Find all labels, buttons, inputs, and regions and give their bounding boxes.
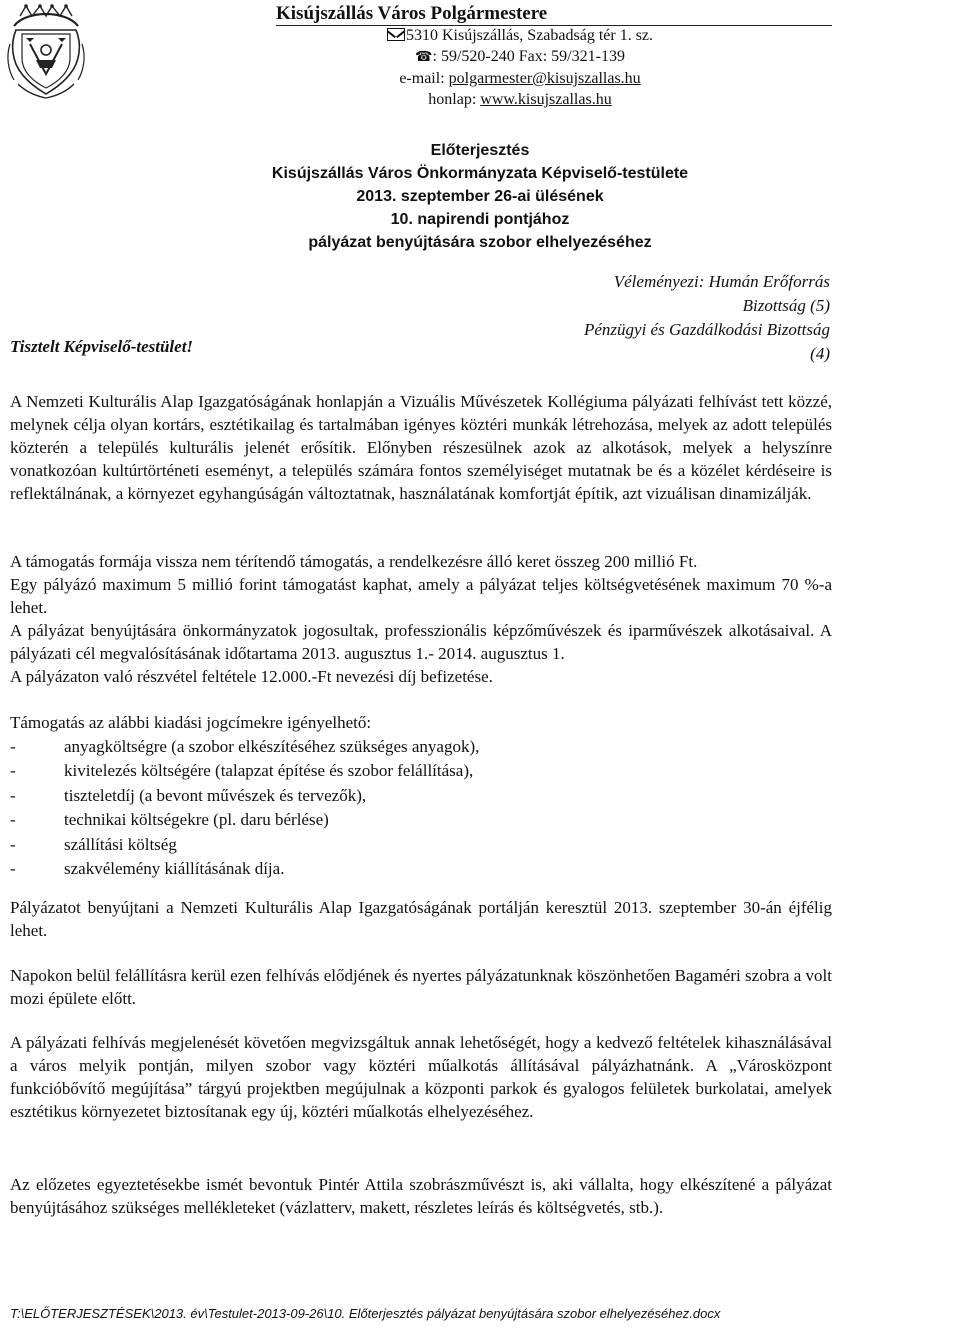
list-dash: - (10, 810, 16, 830)
file-path-footer: T:\ELŐTERJESZTÉSEK\2013. év\Testulet-2013-09-26\10. Előterjesztés pályázat benyújtására szobor elhelyezéséhez.docx (10, 1306, 721, 1321)
funding-line-1: A támogatás formája vissza nem térítendő támogatás, a rendelkezésre álló keret összeg 200 millió Ft. (10, 552, 698, 571)
list-dash: - (10, 859, 16, 879)
title-line-1: Előterjesztés (430, 142, 530, 159)
list-item (10, 735, 832, 759)
opinion-block (560, 270, 830, 366)
list-item (10, 759, 832, 783)
contact-block (240, 25, 800, 110)
email-line (240, 68, 800, 89)
org-title: Kisújszállás Város Polgármestere (276, 3, 832, 26)
address-line (240, 25, 800, 46)
list-item-text: kivitelezés költségére (talapzat építése és szobor felállítása), (64, 761, 474, 781)
paragraph-call-for-proposals: A Nemzeti Kulturális Alap Igazgatóságának honlapján a Vizuális Művészetek Kollégiuma pályázati felhívást tett közzé, melynek célja olyan kortárs, esztétikailag és tartalmában igényes köztéri munkák létrehozása, melyek az adott település közterén a település kulturális jelenét erősítik. Előnyben részesülnek azok az alkotások, melyek a helyszínre vonatkozóan kultúrtörténeti eseményt, a település számára fontos személyiséget mutatnak be és a közélet kérdéseire is reflektálnának, a környezet egyhangúságán változtatnak, használatának komfortját építik, azt vizuálisan dinamizálják. (10, 392, 832, 503)
title-line-5: pályázat benyújtására szobor elhelyezéséhez (308, 234, 652, 251)
support-list (10, 735, 832, 881)
title-line-2: Kisújszállás Város Önkormányzata Képviselő-testülete (271, 165, 689, 182)
paragraph-funding (10, 550, 832, 688)
email-label: e-mail: (399, 70, 449, 87)
list-item-text: szállítási költség (64, 834, 177, 854)
paragraph-statue: Napokon belül felállításra kerül ezen felhívás elődjének és nyertes pályázatunknak köszönhetően Bagaméri szobra a volt mozi épülete előtt. (10, 966, 832, 1008)
list-item (10, 833, 832, 857)
address-text: 5310 Kisújszállás, Szabadság tér 1. sz. (405, 27, 654, 44)
title-line-3: 2013. szeptember 26-ai ülésének (356, 188, 604, 205)
paragraph-artist: Az előzetes egyeztetésekbe ismét bevontuk Pintér Attila szobrászművészt is, aki vállalta, hogy elkészítené a pályázat benyújtásához szükséges mellékleteket (vázlatterv, makett, részletes leírás és költségvetés, stb.). (10, 1175, 832, 1217)
list-item-text: tiszteletdíj (a bevont művészek és tervezők), (64, 785, 367, 805)
web-label: honlap: (428, 91, 481, 108)
list-dash: - (10, 737, 16, 756)
list-dash: - (10, 785, 16, 805)
list-item-text: anyagköltségre (a szobor elkészítéséhez szükséges anyagok), (64, 737, 480, 756)
phone-icon: ☎ (415, 50, 433, 65)
support-intro: Támogatás az alábbi kiadási jogcímekre igényelhető: (10, 713, 372, 732)
list-item (10, 808, 832, 832)
salutation: Tisztelt Képviselő-testület! (10, 337, 194, 356)
web-line (240, 89, 800, 110)
paragraph-submission: Pályázatot benyújtani a Nemzeti Kulturális Alap Igazgatóságának portálján keresztül 2013. szeptember 30-án éjfélig lehet. (10, 898, 832, 940)
proposal-title-block (140, 139, 820, 254)
email-link[interactable]: polgarmester@kisujszallas.hu (448, 70, 641, 87)
paragraph-evaluation: A pályázati felhívás megjelenését követően megvizsgáltuk annak lehetőségét, hogy a kedvező feltételek kihasználásával a város melyik pontján, milyen szobor vagy köztéri műalkotás állításával pályázhatnánk. A „Városközpont funkcióbővítő megújítása” tárgyú projektben megújulnak a központi parkok és gyalogos felületek burkolatai, amelyek esztétikus környezetet biztosítanak egy új, köztéri műalkotás elhelyezéséhez. (10, 1033, 832, 1121)
coat-of-arms-logo (6, 4, 86, 100)
funding-line-4: A pályázaton való részvétel feltétele 12.000.-Ft nevezési díj befizetése. (10, 667, 493, 686)
list-item-text: technikai költségekre (pl. daru bérlése) (64, 810, 329, 830)
phone-fax-text: : 59/520-240 Fax: 59/321-139 (432, 48, 625, 65)
list-item-text: szakvélemény kiállításának díja. (64, 859, 285, 879)
phone-line (240, 46, 800, 68)
web-link[interactable]: www.kisujszallas.hu (480, 91, 612, 108)
opinion-line-1: Véleményezi: Humán Erőforrás Bizottság (5) (613, 272, 830, 315)
funding-line-2: Egy pályázó maximum 5 millió forint támogatást kaphat, amely a pályázat teljes költségvetésének maximum 70 %-a lehet. (10, 575, 832, 617)
list-dash: - (10, 761, 16, 781)
envelope-icon (387, 28, 405, 41)
list-item (10, 857, 832, 881)
list-dash: - (10, 834, 16, 854)
opinion-line-2: Pénzügyi és Gazdálkodási Bizottság (4) (583, 320, 830, 363)
title-line-4: 10. napirendi pontjához (390, 211, 570, 228)
funding-line-3: A pályázat benyújtására önkormányzatok jogosultak, professzionális képzőművészek és iparművészek alkotásaival. A pályázati cél megvalósításának időtartama 2013. augusztus 1.- 2014. augusztus 1. (10, 621, 832, 663)
list-item (10, 784, 832, 808)
